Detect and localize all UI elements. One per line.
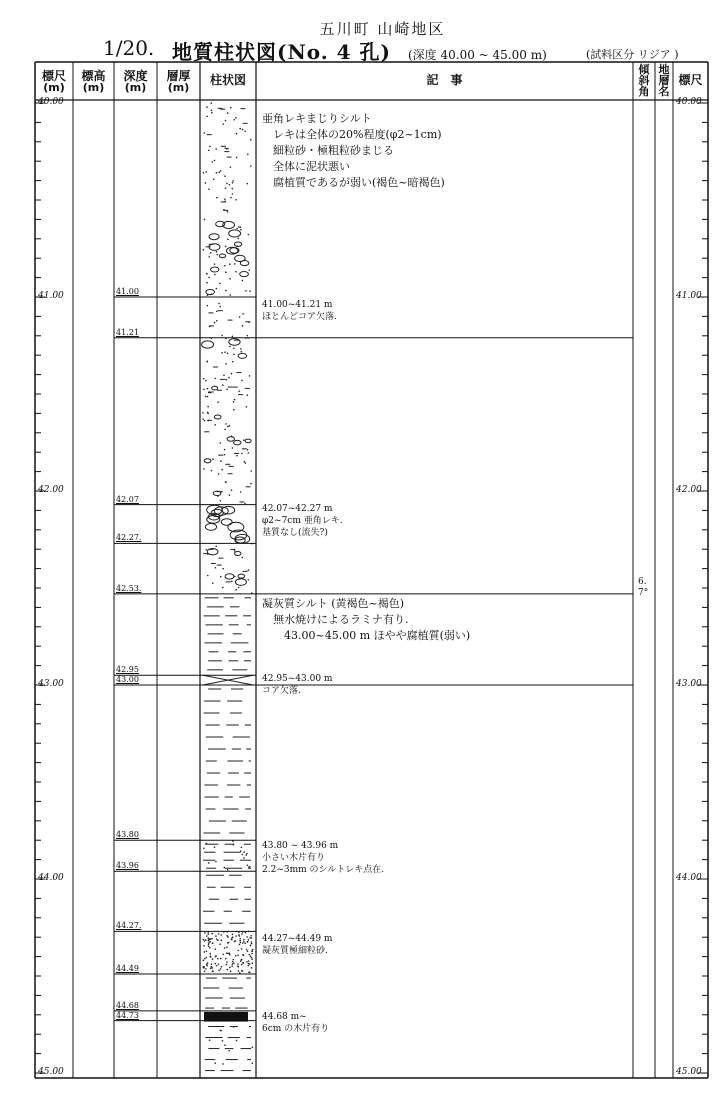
header-description: 記 事 bbox=[426, 73, 463, 87]
description-note bbox=[262, 1011, 329, 1035]
note-line: 亜角レキまじりシルト bbox=[262, 111, 372, 125]
note-line: 基質なし(流失?) bbox=[262, 527, 328, 538]
depth-label: 44.68 bbox=[116, 1000, 139, 1010]
description-note bbox=[262, 933, 332, 957]
note-line: 6cm の木片有り bbox=[262, 1023, 330, 1034]
scale-label-left: 45.00 bbox=[38, 1067, 64, 1077]
depth-label: 43.96 bbox=[116, 861, 139, 871]
note-line: ほとんどコア欠落. bbox=[262, 312, 337, 322]
note-line: 44.68 m~ bbox=[262, 1011, 307, 1022]
note-line: 42.95~43.00 m bbox=[262, 674, 333, 685]
scale-label-left: 40.00 bbox=[38, 97, 64, 107]
scale-label-left: 41.00 bbox=[38, 291, 64, 301]
scale-label-right: 44.00 bbox=[676, 873, 702, 883]
header-scale-ruler: 標尺 (m) bbox=[41, 69, 66, 94]
note-line: 腐植質であるが弱い(褐色~暗褐色) bbox=[262, 175, 445, 189]
note-line: 全体に泥状悪い bbox=[262, 159, 350, 173]
note-line: 凝灰質シルト (黄褐色~褐色) bbox=[262, 596, 405, 610]
scale-label-right: 43.00 bbox=[676, 679, 702, 689]
scale-label-right: 40.00 bbox=[676, 97, 702, 107]
description-note bbox=[262, 111, 445, 191]
note-line: 2.2~3mm のシルトレキ点在. bbox=[262, 865, 385, 876]
scale-label-right: 45.00 bbox=[676, 1067, 702, 1077]
note-line: 43.00~45.00 m ほやや腐植質(弱い) bbox=[262, 628, 471, 642]
note-line: 43.80 ~ 43.96 m bbox=[262, 841, 339, 852]
note-line: 41.00~41.21 m bbox=[262, 300, 333, 310]
depth-label: 42.27. bbox=[116, 533, 142, 543]
depth-label: 42.95 bbox=[116, 665, 139, 675]
scale-label-left: 43.00 bbox=[38, 679, 64, 689]
scale-label-right: 42.00 bbox=[676, 485, 702, 495]
note-line: 凝灰質極細粒砂. bbox=[262, 946, 328, 957]
header-depth: 深度 (m) bbox=[123, 69, 148, 94]
region-name: 五川町 山崎地区 bbox=[319, 20, 446, 38]
depth-label: 41.00 bbox=[116, 287, 139, 296]
header-dip: 傾 斜 角 bbox=[638, 63, 650, 98]
depth-label: 44.49 bbox=[116, 964, 139, 974]
depth-label: 44.73 bbox=[116, 1010, 139, 1020]
description-note bbox=[262, 299, 337, 323]
note-line: 無水焼けによるラミナ有り. bbox=[262, 612, 409, 626]
header-scale-ruler-right: 標尺 bbox=[678, 73, 703, 87]
sample-type: (試料区分 リジア ) bbox=[586, 48, 679, 61]
scale-label-right: 41.00 bbox=[676, 291, 702, 301]
description-note bbox=[262, 840, 384, 876]
note-line: φ2~7cm 亜角レキ. bbox=[262, 515, 343, 526]
note-line: レキは全体の20%程度(φ2~1cm) bbox=[262, 127, 442, 141]
note-line: コア欠落. bbox=[262, 686, 301, 697]
depth-label: 43.80 bbox=[116, 830, 139, 840]
header-column: 柱状図 bbox=[209, 73, 246, 87]
header-elevation: 標高 (m) bbox=[81, 69, 106, 94]
header-thickness: 層厚 (m) bbox=[166, 69, 191, 94]
scale-label-left: 42.00 bbox=[38, 485, 64, 495]
note-line: 42.07~42.27 m bbox=[262, 503, 333, 514]
description-note bbox=[262, 596, 470, 644]
depth-label: 42.53. bbox=[116, 583, 142, 593]
note-line: 細粒砂・極粗粒砂まじる bbox=[262, 143, 394, 157]
depth-label: 42.07 bbox=[116, 494, 139, 504]
header-formation: 地 層 名 bbox=[658, 63, 670, 98]
depth-label: 43.00 bbox=[116, 675, 139, 684]
depth-label: 41.21 bbox=[116, 327, 139, 337]
scale-label-left: 44.00 bbox=[38, 873, 64, 883]
note-line: 小さい木片有り bbox=[262, 853, 326, 864]
depth-label: 44.27. bbox=[116, 921, 142, 931]
depth-range: (深度 40.00 ~ 45.00 m) bbox=[408, 48, 547, 62]
dip-value: 6. 7° bbox=[638, 577, 649, 598]
log-title: 地質柱状図(No. 4 孔) bbox=[172, 40, 391, 64]
description-note bbox=[262, 673, 332, 697]
description-note bbox=[262, 503, 343, 539]
note-line: 44.27~44.49 m bbox=[262, 934, 333, 945]
scale-ratio: 1/20. bbox=[103, 36, 155, 60]
